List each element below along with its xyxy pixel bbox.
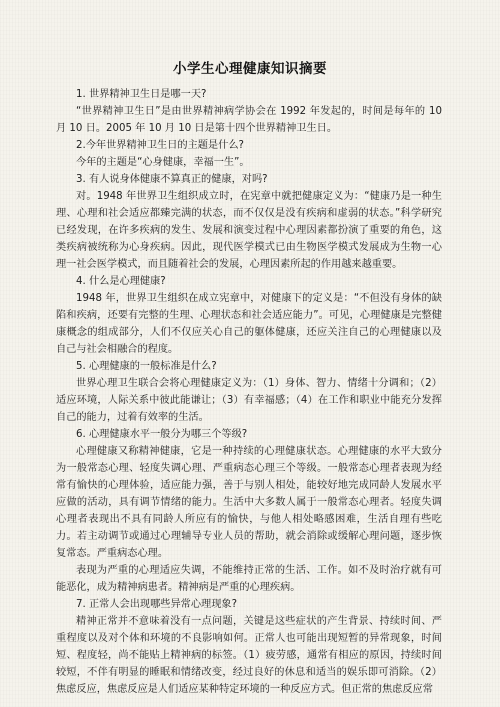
paragraph: 4. 什么是心理健康? [76, 276, 166, 287]
paragraph: 2.今年世界精神卫生日的主题是什么? [76, 140, 244, 151]
paragraph: 今年的主题是“心身健康，幸福一生”。 [76, 157, 250, 168]
paragraph: “世界精神卫生日”是由世界精神病学协会在 1992 年发起的，时间是每年的 10 月 10 日。2005 年 10 月 10 日是第十四个世界精神卫生日。 [56, 106, 442, 134]
paragraph: 1. 世界精神卫生日是哪一天? [76, 89, 207, 100]
paragraph: 3. 有人说身体健康不算真正的健康，对吗? [76, 174, 268, 185]
paragraph: 精神正常并不意味着没有一点问题，关键是这些症状的产生背景、持续时间、严重程度以及对个体和环境的不良影响如何。正常人也可能出现短暂的异常现象，时间短、程度轻，尚不能贴上精神病的标签。（1）疲劳感，通常有相应的原因，持续时间较短，不伴有明显的睡眠和情绪改变，经过良好的休息和适当的娱乐即可消除。（2）焦虑反应，焦虑反应是人们适应某种特定环境的一种反应方式。但正常的焦虑反应常 [56, 616, 442, 695]
paragraph: 对。1948 年世界卫生组织成立时，在宪章中就把健康定义为：“健康乃是一种生理、心理和社会适应都臻完满的状态，而不仅仅是没有疾病和虚弱的状态。”科学研究已经发现，在许多疾病的发生、发展和演变过程中心理因素都扮演了重要的角色，这类疾病被统称为心身疾病。因此，现代医学模式已由生物医学模式发展成为生物一心理一社会医学模式，而且随着社会的发展，心理因素所起的作用越来越重要。 [56, 191, 442, 270]
document-body [56, 86, 442, 698]
paragraph: 心理健康又称精神健康，它是一种持续的心理健康状态。心理健康的水平大致分为一般常态心理、轻度失调心理、严重病态心理三个等级。一般常态心理者表现为经常有愉快的心理体验，适应能力强，善于与别人相处，能较好地完成同龄人发展水平应做的活动，具有调节情绪的能力。生活中大多数人属于一般常态心理者。轻度失调心理者表现出不具有同龄人所应有的愉快，与他人相处略感困难，生活自理有些吃力。若主动调节或通过心理辅导专业人员的帮助，就会消除或缓解心理问题，逐步恢复常态。严重病态心理。 [56, 446, 442, 559]
paragraph: 世界心理卫生联合会将心理健康定义为：（1）身体、智力、情绪十分调和；（2）适应环境，人际关系中彼此能谦让；（3）有幸福感；（4）在工作和职业中能充分发挥自己的能力，过着有效率的生活。 [56, 378, 442, 423]
paragraph: 表现为严重的心理适应失调，不能维持正常的生活、工作。如不及时治疗就有可能恶化，成为精神病患者。精神病是严重的心理疾病。 [56, 565, 442, 593]
paragraph: 1948 年，世界卫生组织在成立宪章中，对健康下的定义是：“不但没有身体的缺陷和疾病，还要有完整的生理、心理状态和社会适应能力”。可见，心理健康是完整健康概念的组成部分，人们不仅应关心自己的躯体健康，还应关注自己的心理健康以及自己与社会相融合的程度。 [56, 293, 442, 355]
paragraph: 7. 正常人会出现哪些异常心理现象? [76, 599, 237, 610]
paragraph: 6. 心理健康水平一般分为哪三个等级? [76, 429, 248, 440]
page-title: 小学生心理健康知识摘要 [173, 61, 327, 77]
paragraph: 5. 心理健康的一般标准是什么? [76, 361, 217, 372]
